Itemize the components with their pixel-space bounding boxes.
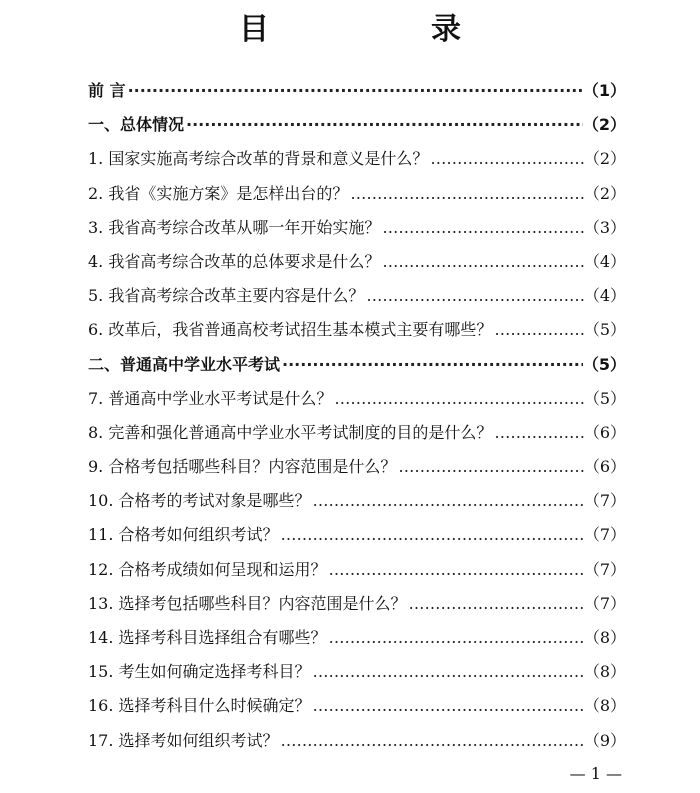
toc-entry-page-number: （7） — [583, 491, 626, 511]
dot-leader — [184, 108, 583, 142]
toc-entry-label: 13. 选择考包括哪些科目？内容范围是什么？ — [88, 593, 407, 613]
toc-entry-page-number: （8） — [583, 628, 626, 647]
toc-entry-label: 4. 我省高考综合改革的总体要求是什么？ — [88, 251, 381, 271]
toc-entry — [88, 587, 626, 621]
toc-entry-label: 12. 合格考成绩如何呈现和运用？ — [88, 559, 327, 579]
toc-entry — [88, 177, 626, 211]
dot-leader — [396, 450, 583, 484]
toc-entry-page-number: （5） — [582, 354, 626, 374]
toc-entry-label: 5. 我省高考综合改革主要内容是什么？ — [88, 286, 365, 306]
toc-entry-label: 9. 合格考包括哪些科目？内容范围是什么？ — [88, 457, 397, 477]
toc-entry-page-number: （8） — [583, 662, 626, 682]
toc-entry-label: 2. 我省《实施方案》是怎样出台的？ — [88, 183, 349, 203]
page-number-footer: — 1 — — [569, 764, 622, 783]
toc-entry — [88, 211, 626, 245]
toc-entry-label: 17. 选择考如何组织考试？ — [88, 730, 279, 750]
dot-leader — [492, 416, 583, 450]
toc-entry — [88, 689, 626, 723]
toc-entry-page-number: （9） — [583, 730, 626, 750]
toc-entry — [88, 621, 626, 655]
toc-entry — [88, 484, 626, 518]
dot-leader — [311, 484, 584, 518]
toc-section-heading — [88, 108, 626, 142]
toc-entry-page-number: （7） — [583, 559, 626, 579]
dot-leader — [428, 142, 583, 176]
toc-entry-page-number: （7） — [583, 525, 626, 545]
toc-section-heading — [88, 74, 626, 108]
toc-entry — [88, 245, 626, 279]
toc-entry-label: 8. 完善和强化普通高中学业水平考试制度的目的是什么？ — [88, 422, 493, 442]
page-title: 目 录 — [239, 12, 527, 47]
dot-leader — [327, 553, 584, 587]
toc-entry-page-number: （4） — [583, 251, 626, 271]
toc-entry-page-number: （6） — [583, 457, 626, 477]
dot-leader — [332, 382, 583, 416]
dot-leader — [492, 313, 583, 347]
toc-entry-label: 1. 国家实施高考综合改革的背景和意义是什么？ — [88, 149, 429, 169]
toc-entry-page-number: （1） — [582, 81, 626, 100]
toc-entry-page-number: （5） — [583, 320, 626, 340]
toc-section-heading — [88, 348, 626, 382]
dot-leader — [380, 211, 583, 245]
dot-leader — [380, 245, 583, 279]
dot-leader — [279, 518, 584, 552]
dot-leader — [364, 279, 583, 313]
toc-entry — [88, 416, 626, 450]
toc-entry-label: 7. 普通高中学业水平考试是什么？ — [88, 388, 333, 408]
toc-entry-page-number: （2） — [583, 183, 626, 203]
dot-leader — [126, 74, 583, 108]
toc-entry-label: 16. 选择考科目什么时候确定？ — [88, 696, 311, 716]
table-of-contents — [88, 74, 626, 758]
toc-entry — [88, 450, 626, 484]
toc-entry-page-number: （7） — [583, 593, 626, 613]
toc-entry-label: 二、普通高中学业水平考试 — [88, 354, 281, 374]
dot-leader — [327, 621, 584, 655]
dot-leader — [311, 689, 584, 723]
toc-entry-label: 11. 合格考如何组织考试？ — [88, 525, 279, 545]
toc-entry-label: 3. 我省高考综合改革从哪一年开始实施？ — [88, 217, 381, 237]
toc-entry-page-number: （4） — [583, 286, 626, 306]
toc-entry — [88, 279, 626, 313]
toc-entry-label: 10. 合格考的考试对象是哪些？ — [88, 491, 311, 511]
toc-entry — [88, 142, 626, 176]
toc-entry — [88, 724, 626, 758]
toc-entry-label: 一、总体情况 — [88, 115, 185, 135]
toc-entry-page-number: （2） — [583, 149, 626, 169]
toc-entry-label: 15. 考生如何确定选择考科目？ — [88, 662, 311, 682]
dot-leader — [407, 587, 584, 621]
toc-entry-page-number: （6） — [583, 422, 626, 442]
toc-entry — [88, 313, 626, 347]
toc-entry — [88, 518, 626, 552]
toc-entry-page-number: （5） — [583, 388, 626, 408]
toc-entry-page-number: （8） — [583, 696, 626, 716]
toc-entry-label: 14. 选择考科目选择组合有哪些？ — [88, 628, 327, 647]
toc-entry — [88, 655, 626, 689]
dot-leader — [280, 348, 583, 382]
dot-leader — [311, 655, 584, 689]
toc-entry-page-number: （3） — [583, 217, 626, 237]
toc-entry-label: 前 言 — [88, 81, 126, 100]
toc-entry-page-number: （2） — [582, 115, 626, 135]
toc-entry — [88, 553, 626, 587]
toc-entry-label: 6. 改革后，我省普通高校考试招生基本模式主要有哪些？ — [88, 320, 493, 340]
toc-entry — [88, 382, 626, 416]
dot-leader — [279, 724, 584, 758]
dot-leader — [348, 177, 583, 211]
